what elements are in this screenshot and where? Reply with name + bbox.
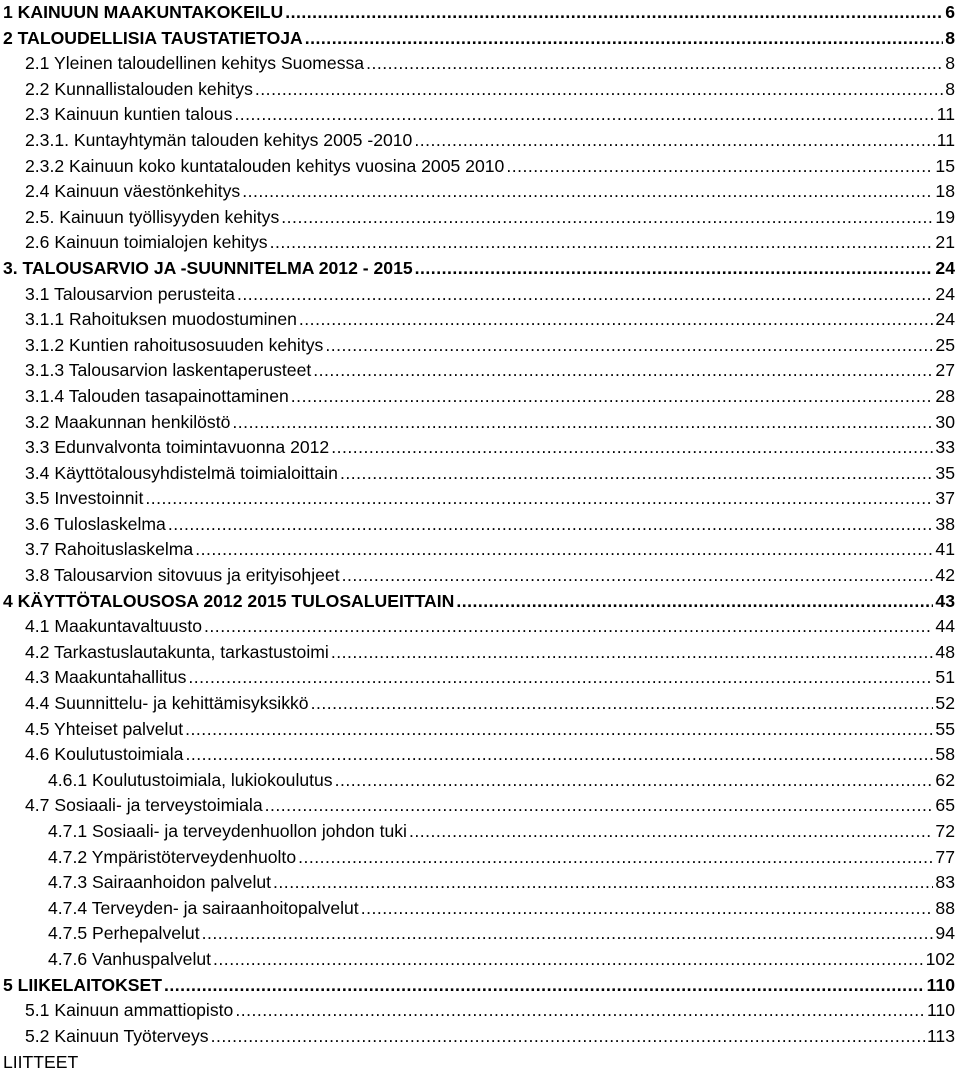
toc-entry-page-number: 58 [935, 744, 955, 765]
toc-entry-title: 2 TALOUDELLISIA TAUSTATIETOJA [3, 27, 303, 48]
toc-dot-leader [242, 179, 933, 205]
toc-entry-link[interactable] [25, 230, 955, 256]
toc-entry-title: 3.4 Käyttötalousyhdistelmä toimialoittain [25, 462, 338, 483]
toc-entry-link[interactable] [25, 384, 955, 410]
toc-dot-leader [213, 947, 924, 973]
toc-entry [3, 640, 955, 666]
toc-entry [3, 102, 955, 128]
toc-entry-page-number: 11 [936, 129, 955, 150]
toc-dot-leader [285, 0, 943, 26]
toc-dot-leader [298, 845, 933, 871]
toc-entry-page-number: 21 [935, 232, 955, 253]
toc-entry-link[interactable] [25, 77, 955, 103]
toc-entry-title: 4.7.4 Terveyden- ja sairaanhoitopalvelut [48, 897, 359, 918]
toc-entry [3, 179, 955, 205]
toc-entry-page-number: 18 [935, 181, 955, 202]
toc-entry-title: 3.7 Rahoituslaskelma [25, 539, 194, 560]
toc-entry-page-number: 35 [935, 462, 955, 483]
toc-dot-leader [265, 793, 934, 819]
toc-entry [3, 973, 955, 999]
toc-dot-leader [185, 742, 933, 768]
toc-entry [3, 307, 955, 333]
toc-entry-title: 3.1.4 Talouden tasapainottaminen [25, 385, 289, 406]
toc-entry [3, 410, 955, 436]
toc-entry-page-number: 24 [935, 283, 955, 304]
table-of-contents [3, 0, 955, 1049]
toc-entry-page-number: 28 [935, 385, 955, 406]
toc-entry-title: 2.4 Kainuun väestönkehitys [25, 181, 241, 202]
toc-entry [3, 282, 955, 308]
toc-entry-title: 4.4 Suunnittelu- ja kehittämisyksikkö [25, 693, 309, 714]
toc-entry [3, 589, 955, 615]
toc-entry-link[interactable] [25, 793, 955, 819]
toc-entry-page-number: 110 [926, 974, 955, 995]
toc-entry [3, 384, 955, 410]
toc-entry-page-number: 72 [935, 821, 955, 841]
toc-entry [3, 921, 955, 947]
toc-entry-link[interactable] [25, 537, 955, 563]
toc-entry [3, 333, 955, 359]
toc-entry-link[interactable] [25, 486, 955, 512]
toc-entry-link[interactable] [25, 1024, 955, 1050]
toc-dot-leader [145, 486, 933, 512]
toc-entry-page-number: 77 [935, 846, 955, 867]
toc-entry-title: 4.1 Maakuntavaltuusto [25, 616, 203, 637]
toc-entry-page-number: 38 [935, 513, 955, 534]
toc-entry-link[interactable] [25, 998, 955, 1024]
toc-entry-page-number: 41 [935, 539, 955, 560]
toc-entry-page-number: 11 [936, 104, 955, 125]
toc-dot-leader [234, 102, 934, 128]
toc-entry-link[interactable] [48, 768, 955, 794]
toc-entry-page-number: 33 [935, 437, 955, 458]
appendix-heading: LIITTEET [3, 1052, 79, 1072]
toc-entry-link[interactable] [25, 614, 955, 640]
toc-entry-link[interactable] [3, 0, 955, 26]
toc-entry-link[interactable] [25, 154, 955, 180]
toc-dot-leader [331, 640, 934, 666]
toc-entry-title: 2.3 Kainuun kuntien talous [25, 104, 233, 125]
toc-entry-title: 2.3.2 Kainuun koko kuntatalouden kehitys vuosina 2005 2010 [25, 155, 505, 176]
toc-entry-page-number: 102 [925, 948, 955, 969]
toc-dot-leader [313, 358, 933, 384]
toc-dot-leader [270, 230, 934, 256]
toc-entry-title: 4.2 Tarkastuslautakunta, tarkastustoimi [25, 641, 329, 662]
toc-entry-title: 4.7.2 Ympäristöterveydenhuolto [48, 846, 297, 867]
toc-entry [3, 358, 955, 384]
toc-entry-link[interactable] [25, 717, 955, 743]
toc-entry-page-number: 52 [935, 693, 955, 714]
toc-dot-leader [281, 205, 933, 231]
toc-dot-leader [325, 333, 933, 359]
toc-entry-page-number: 55 [935, 718, 955, 739]
toc-entry-title: 3.1.1 Rahoituksen muodostuminen [25, 309, 297, 330]
toc-dot-leader [185, 717, 933, 743]
toc-dot-leader [342, 563, 934, 589]
toc-entry-title: 4.7.5 Perhepalvelut [48, 923, 200, 944]
toc-entry-title: 2.2 Kunnallistalouden kehitys [25, 78, 253, 99]
toc-dot-leader [188, 665, 933, 691]
toc-entry [3, 691, 955, 717]
toc-entry-title: 2.6 Kainuun toimialojen kehitys [25, 232, 268, 253]
toc-entry-title: 4.3 Maakuntahallitus [25, 667, 187, 688]
toc-entry-title: 5 LIIKELAITOKSET [3, 974, 163, 995]
toc-entry [3, 256, 955, 282]
toc-entry-link[interactable] [48, 845, 955, 871]
toc-entry [3, 461, 955, 487]
toc-entry-page-number: 51 [935, 667, 955, 688]
toc-entry-title: 4.7.3 Sairaanhoidon palvelut [48, 872, 272, 893]
toc-entry-link[interactable] [25, 742, 955, 768]
toc-entry-page-number: 37 [935, 488, 955, 509]
toc-entry-link[interactable] [25, 640, 955, 666]
toc-entry-link[interactable] [25, 205, 955, 231]
toc-entry-title: 4.7 Sosiaali- ja terveystoimiala [25, 795, 263, 816]
toc-entry-title: 5.1 Kainuun ammattiopisto [25, 1000, 234, 1021]
toc-entry-link[interactable] [25, 179, 955, 205]
toc-entry-link[interactable] [25, 461, 955, 487]
toc-entry-link[interactable] [25, 410, 955, 436]
toc-entry-link[interactable] [25, 563, 955, 589]
toc-dot-leader [409, 819, 933, 845]
toc-entry-title: 4.7.6 Vanhuspalvelut [48, 948, 212, 969]
toc-entry [3, 614, 955, 640]
toc-entry-link[interactable] [25, 51, 955, 77]
toc-entry-link[interactable] [3, 973, 955, 999]
toc-entry-title: 2.3.1. Kuntayhtymän talouden kehitys 2005 -2010 [25, 129, 413, 150]
toc-entry-title: 3.1 Talousarvion perusteita [25, 283, 235, 304]
toc-dot-leader [366, 51, 943, 77]
toc-dot-leader [164, 973, 925, 999]
toc-entry-page-number: 42 [935, 565, 955, 586]
toc-entry [3, 154, 955, 180]
toc-entry-page-number: 44 [935, 616, 955, 637]
toc-entry-title: 3.1.2 Kuntien rahoitusosuuden kehitys [25, 334, 324, 355]
toc-dot-leader [202, 921, 934, 947]
toc-entry-link[interactable] [48, 819, 955, 845]
toc-entry [3, 230, 955, 256]
toc-entry [3, 205, 955, 231]
toc-entry [3, 870, 955, 896]
toc-entry-title: 4 KÄYTTÖTALOUSOSA 2012 2015 TULOSALUEITTAIN [3, 590, 455, 611]
toc-entry [3, 537, 955, 563]
toc-dot-leader [211, 1024, 925, 1050]
toc-entry [3, 1024, 955, 1050]
toc-entry-page-number: 19 [935, 206, 955, 227]
toc-entry-link[interactable] [25, 128, 955, 154]
toc-entry-page-number: 113 [926, 1025, 955, 1046]
toc-entry [3, 77, 955, 103]
toc-entry-title: 3.5 Investoinnit [25, 488, 144, 509]
toc-entry [3, 563, 955, 589]
toc-dot-leader [204, 614, 933, 640]
toc-entry-title: 4.6.1 Koulutustoimiala, lukiokoulutus [48, 769, 333, 790]
toc-entry-link[interactable] [48, 947, 955, 973]
toc-entry-title: 4.7.1 Sosiaali- ja terveydenhuollon johdon tuki [48, 821, 407, 841]
toc-dot-leader [414, 128, 934, 154]
toc-entry [3, 486, 955, 512]
toc-dot-leader [255, 77, 943, 103]
toc-entry-page-number: 65 [935, 795, 955, 816]
toc-entry-page-number: 6 [945, 2, 955, 22]
toc-entry-page-number: 88 [935, 897, 955, 918]
toc-dot-leader [340, 461, 933, 487]
toc-dot-leader [311, 691, 934, 717]
toc-dot-leader [456, 589, 933, 615]
toc-entry-page-number: 8 [945, 53, 955, 74]
toc-entry-title: 4.6 Koulutustoimiala [25, 744, 184, 765]
toc-dot-leader [506, 154, 933, 180]
toc-dot-leader [273, 870, 933, 896]
toc-dot-leader [195, 537, 933, 563]
toc-entry [3, 742, 955, 768]
toc-entry-link[interactable] [25, 102, 955, 128]
toc-dot-leader [235, 998, 925, 1024]
toc-entry-title: 4.5 Yhteiset palvelut [25, 718, 184, 739]
toc-entry-link[interactable] [25, 358, 955, 384]
toc-entry [3, 947, 955, 973]
toc-entry-page-number: 8 [945, 27, 955, 48]
toc-entry-link[interactable] [3, 26, 955, 52]
toc-entry-link[interactable] [25, 307, 955, 333]
toc-entry-link[interactable] [25, 282, 955, 308]
toc-entry-link[interactable] [25, 435, 955, 461]
toc-entry [3, 896, 955, 922]
toc-dot-leader [299, 307, 934, 333]
toc-entry-page-number: 110 [926, 1000, 955, 1021]
toc-entry-title: 3.1.3 Talousarvion laskentaperusteet [25, 360, 312, 381]
toc-entry [3, 717, 955, 743]
toc-entry-page-number: 24 [935, 257, 955, 278]
toc-entry [3, 819, 955, 845]
toc-entry-page-number: 8 [945, 78, 955, 99]
toc-entry [3, 845, 955, 871]
toc-entry [3, 512, 955, 538]
toc-entry-link[interactable] [48, 870, 955, 896]
toc-entry [3, 51, 955, 77]
toc-entry [3, 0, 955, 26]
toc-entry-page-number: 94 [935, 923, 955, 944]
toc-entry-link[interactable] [48, 896, 955, 922]
toc-entry [3, 665, 955, 691]
toc-entry-link[interactable] [3, 256, 955, 282]
toc-dot-leader [237, 282, 933, 308]
toc-entry-title: 2.5. Kainuun työllisyyden kehitys [25, 206, 280, 227]
toc-entry [3, 435, 955, 461]
toc-entry-page-number: 24 [935, 309, 955, 330]
toc-entry-page-number: 62 [935, 769, 955, 790]
toc-entry [3, 128, 955, 154]
toc-entry-title: 3.3 Edunvalvonta toimintavuonna 2012 [25, 437, 330, 458]
toc-entry-link[interactable] [25, 512, 955, 538]
toc-dot-leader [305, 26, 943, 52]
toc-dot-leader [232, 410, 933, 436]
toc-dot-leader [361, 896, 934, 922]
toc-dot-leader [291, 384, 934, 410]
toc-entry-title: 2.1 Yleinen taloudellinen kehitys Suomessa [25, 53, 365, 74]
toc-dot-leader [335, 768, 934, 794]
toc-entry-page-number: 27 [935, 360, 955, 381]
toc-dot-leader [415, 256, 934, 282]
toc-entry-title: 1 KAINUUN MAAKUNTAKOKEILU [3, 2, 284, 22]
toc-entry-link[interactable] [48, 921, 955, 947]
toc-entry-link[interactable] [25, 333, 955, 359]
toc-entry-page-number: 30 [935, 411, 955, 432]
toc-entry-title: 3.2 Maakunnan henkilöstö [25, 411, 231, 432]
toc-entry-title: 3.6 Tuloslaskelma [25, 513, 166, 534]
toc-entry [3, 793, 955, 819]
toc-dot-leader [168, 512, 934, 538]
toc-entry-page-number: 15 [935, 155, 955, 176]
toc-entry-link[interactable] [3, 589, 955, 615]
toc-entry-title: 5.2 Kainuun Työterveys [25, 1025, 209, 1046]
toc-entry [3, 768, 955, 794]
toc-entry-page-number: 48 [935, 641, 955, 662]
toc-entry-link[interactable] [25, 665, 955, 691]
toc-entry [3, 26, 955, 52]
toc-entry-title: 3. TALOUSARVIO JA -SUUNNITELMA 2012 - 2015 [3, 257, 413, 278]
toc-entry-page-number: 83 [935, 872, 955, 893]
toc-entry-page-number: 25 [935, 334, 955, 355]
toc-entry [3, 998, 955, 1024]
toc-entry-link[interactable] [25, 691, 955, 717]
toc-entry-page-number: 43 [935, 590, 955, 611]
toc-entry-title: 3.8 Talousarvion sitovuus ja erityisohjeet [25, 565, 340, 586]
toc-dot-leader [331, 435, 933, 461]
